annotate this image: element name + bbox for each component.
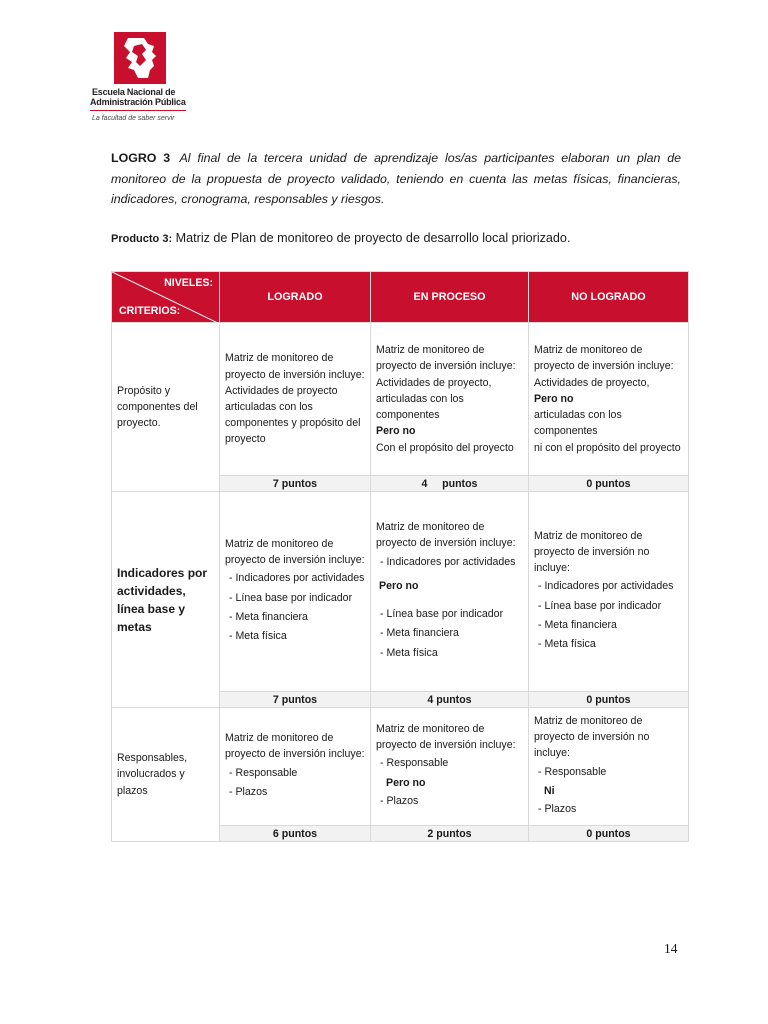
cell-en-proceso: [371, 323, 529, 476]
score-en-proceso: 4 puntos: [371, 476, 529, 492]
list-item: - Meta física: [538, 638, 596, 650]
cell-en-proceso: [371, 492, 529, 692]
cell-text: Matriz de monitoreo de proyecto de inversión incluye:: [534, 344, 674, 373]
cell-text: Matriz de monitoreo de proyecto de inversión incluye:: [225, 732, 365, 761]
cell-text: Con el propósito del proyecto: [376, 441, 514, 454]
list-item: - Plazos: [229, 785, 268, 798]
cell-text: Matriz de monitoreo de proyecto de inversión incluye:: [225, 537, 365, 567]
list-item: - Meta física: [229, 629, 287, 642]
list-item: - Indicadores por actividades: [538, 580, 674, 593]
header-logrado: LOGRADO: [220, 272, 371, 323]
cell-en-proceso: [371, 708, 529, 826]
score-en-proceso: 4 puntos: [371, 692, 529, 708]
logo-tagline: La facultad de saber servir: [92, 115, 175, 122]
cell-text: articuladas con los componentes: [534, 409, 622, 438]
cell-list: [376, 793, 523, 809]
producto-text: Matriz de Plan de monitoreo de proyecto de desarrollo local priorizado.: [175, 231, 571, 245]
cell-text: Matriz de monitoreo de proyecto de inversión incluye:: [376, 344, 516, 373]
pero-no-label: Pero no: [386, 776, 426, 789]
list-item: - Responsable: [538, 765, 607, 778]
niveles-label: NIVELES:: [164, 277, 213, 289]
enap-emblem-icon: [114, 32, 166, 84]
producto-label: Producto 3:: [111, 233, 173, 245]
list-item: - Meta física: [380, 646, 438, 659]
list-item: - Línea base por indicador: [380, 608, 504, 621]
cell-text: Actividades de proyecto, articuladas con los componentes: [376, 376, 492, 422]
list-item: - Responsable: [229, 766, 298, 779]
cell-text: ni con el propósito del proyecto: [534, 441, 681, 454]
cell-text: Matriz de monitoreo de proyecto de inversión no incluye:: [534, 529, 650, 575]
criterion-indicadores: Indicadores por actividades, línea base y metas: [112, 492, 220, 708]
criterion-proposito: Propósito y componentes del proyecto.: [112, 323, 220, 492]
logro-paragraph: [111, 148, 681, 210]
logo-divider: [90, 110, 186, 111]
logo-line-1: Escuela Nacional de: [92, 87, 176, 97]
enap-logo: [88, 30, 198, 130]
cell-no-logrado: [529, 708, 689, 826]
cell-list: [376, 554, 523, 570]
list-item: - Responsable: [380, 757, 449, 770]
score-en-proceso: 2 puntos: [371, 826, 529, 842]
cell-logrado: [220, 323, 371, 476]
logro-text: Al final de la tercera unidad de aprendizaje los/as participantes elaboran un plan de monitoreo de la propuesta de proyecto validado, teniendo en cuenta las metas físicas, financieras, indicadores, cronograma, responsables y riesgos.: [111, 151, 681, 206]
list-item: - Indicadores por actividades: [229, 572, 365, 585]
page-number: 14: [664, 941, 678, 956]
cell-list: [376, 606, 523, 661]
cell-text: Actividades de proyecto,: [534, 376, 650, 389]
list-item: - Meta financiera: [229, 610, 308, 623]
cell-text: Matriz de monitoreo de proyecto de inversión no incluye:: [534, 714, 650, 760]
table-row: [112, 708, 689, 826]
cell-no-logrado: [529, 492, 689, 692]
cell-list: [225, 570, 365, 644]
cell-text: Matriz de monitoreo de proyecto de inversión incluye:: [225, 352, 365, 381]
score-logrado: 6 puntos: [220, 826, 371, 842]
cell-list: [534, 578, 683, 652]
list-item: - Meta financiera: [380, 627, 459, 640]
ni-label: Ni: [544, 784, 555, 797]
corner-header-cell: [112, 272, 220, 323]
score-logrado: 7 puntos: [220, 692, 371, 708]
list-item: - Meta financiera: [538, 618, 617, 631]
cell-text: Matriz de monitoreo de proyecto de inversión incluye:: [376, 521, 516, 550]
cell-logrado: [220, 708, 371, 826]
cell-list: [376, 755, 523, 771]
pero-no-label: Pero no: [376, 425, 416, 438]
pero-no-label: Pero no: [534, 392, 574, 405]
logro-label: LOGRO 3: [111, 151, 171, 165]
pero-no-label: Pero no: [379, 579, 419, 592]
criterios-label: CRITERIOS:: [119, 304, 181, 317]
header-en-proceso: EN PROCESO: [371, 272, 529, 323]
logo-line-2: Administración Pública: [90, 97, 186, 107]
list-item: - Indicadores por actividades: [380, 555, 516, 568]
cell-list: [225, 765, 365, 800]
list-item: - Línea base por indicador: [229, 591, 353, 604]
criterion-responsables: Responsables, involucrados y plazos: [112, 708, 220, 842]
producto-line: [111, 231, 570, 245]
score-no-logrado: 0 puntos: [529, 826, 689, 842]
list-item: - Línea base por indicador: [538, 599, 662, 612]
table-header-row: [112, 272, 689, 323]
cell-list: [534, 764, 683, 780]
list-item: - Plazos: [380, 794, 419, 807]
table-row: [112, 323, 689, 476]
cell-text: Actividades de proyecto articuladas con los componentes y propósito del proyecto: [225, 384, 361, 446]
rubric-table: [111, 271, 689, 842]
cell-text: Matriz de monitoreo de proyecto de inversión incluye:: [376, 722, 516, 752]
score-logrado: 7 puntos: [220, 476, 371, 492]
table-row: [112, 492, 689, 692]
header-no-logrado: NO LOGRADO: [529, 272, 689, 323]
cell-logrado: [220, 492, 371, 692]
score-no-logrado: 0 puntos: [529, 476, 689, 492]
cell-list: [534, 801, 683, 817]
score-no-logrado: 0 puntos: [529, 692, 689, 708]
cell-no-logrado: [529, 323, 689, 476]
list-item: - Plazos: [538, 802, 577, 815]
